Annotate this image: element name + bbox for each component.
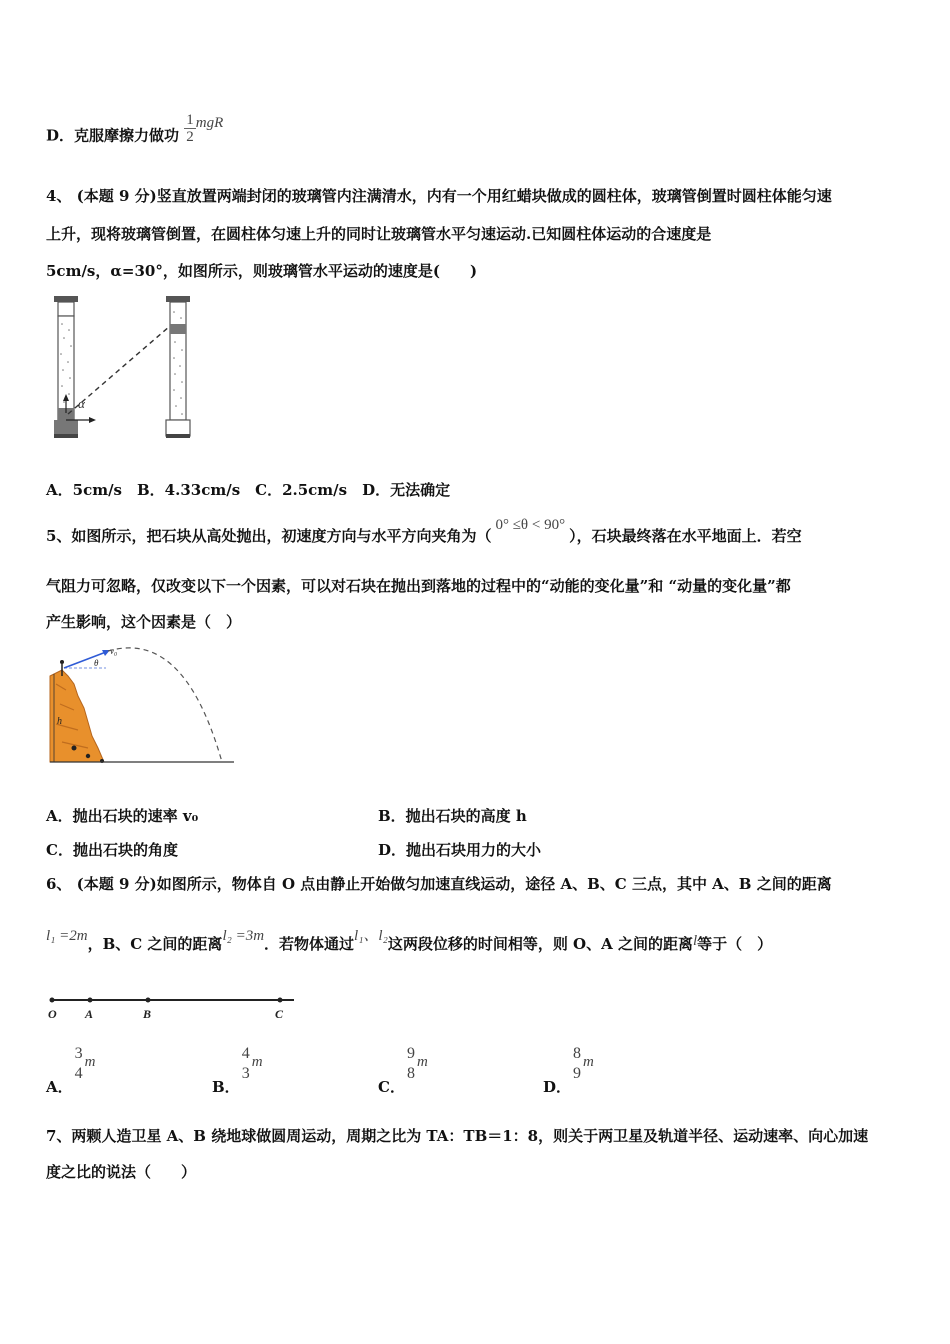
q5-line-3: 产生影响，这个因素是（ ）: [46, 613, 242, 631]
point-c-label: C: [275, 1007, 284, 1021]
q4-options: A．5cm/s B．4.33cm/s C．2.5cm/s D．无法确定: [46, 481, 451, 499]
q3-option-d: D．克服摩擦力做功 $\frac{1}{2}$ mgR: [46, 112, 224, 145]
q5-option-c: C．抛出石块的角度: [46, 841, 178, 859]
q4-line-3: 5cm/s，α=30°，如图所示，则玻璃管水平运动的速度是( ): [46, 262, 478, 280]
h-label: h: [57, 716, 62, 727]
q6-line-1: 6、 (本题 9 分)如图所示，物体自 O 点由静止开始做匀加速直线运动，途径 A、B、C 三点，其中 A、B 之间的距离: [46, 875, 832, 893]
q6-option-d: D． 8 9 m: [543, 1045, 594, 1096]
theta-label: θ: [94, 658, 99, 668]
point-o-label: O: [48, 1007, 57, 1021]
projectile-figure: [44, 644, 240, 768]
point-a-label: A: [85, 1007, 94, 1021]
q5-option-a: A．抛出石块的速率 v₀: [46, 807, 199, 825]
q7-line-1: 7、两颗人造卫星 A、B 绕地球做圆周运动，周期之比为 TA：TB＝1：8，则关于两卫星及轨道半径、运动速率、向心加速: [46, 1127, 869, 1145]
q6-option-a: A． 3 4 m: [46, 1045, 96, 1096]
q7-line-2: 度之比的说法（ ）: [46, 1163, 197, 1181]
line-segment-figure: [44, 990, 304, 1024]
q4-line-2: 上升，现将玻璃管倒置，在圆柱体匀速上升的同时让玻璃管水平匀速运动.已知圆柱体运动的合速度是: [46, 225, 712, 243]
point-b-label: B: [143, 1007, 152, 1021]
q4-line-1: 4、 (本题 9 分)竖直放置两端封闭的玻璃管内注满清水，内有一个用红蜡块做成的圆柱体，玻璃管倒置时圆柱体能匀速: [46, 187, 832, 205]
alpha-label: α: [78, 396, 85, 411]
trajectory: [108, 648, 222, 762]
q6-option-c: C． 9 8 m: [378, 1045, 428, 1096]
q6-option-b: B． 4 3 m: [212, 1045, 263, 1096]
q6-line-2: l₁ =2m，B、C 之间的距离l₂ =3m．若物体通过l₁、l₂这两段位移的时间相等，则 O、A 之间的距离l等于（ ）: [46, 928, 773, 953]
right-tube: [166, 296, 190, 438]
q5-line-1: 5、如图所示，把石块从高处抛出，初速度方向与水平方向夹角为（0° ≤θ < 90°），石块最终落在水平地面上．若空: [46, 517, 802, 545]
fraction: $\frac{1}{2}$: [186, 112, 194, 145]
q5-option-b: B．抛出石块的高度 h: [378, 807, 527, 825]
glass-tube-figure: [46, 294, 206, 444]
q5-line-2: 气阻力可忽略，仅改变以下一个因素，可以对石块在抛出到落地的过程中的“动能的变化量”和 “动量的变化量”都: [46, 577, 791, 595]
q5-option-d: D．抛出石块用力的大小: [378, 841, 542, 859]
left-tube: [54, 296, 78, 438]
v0-label: v₀: [110, 646, 118, 656]
